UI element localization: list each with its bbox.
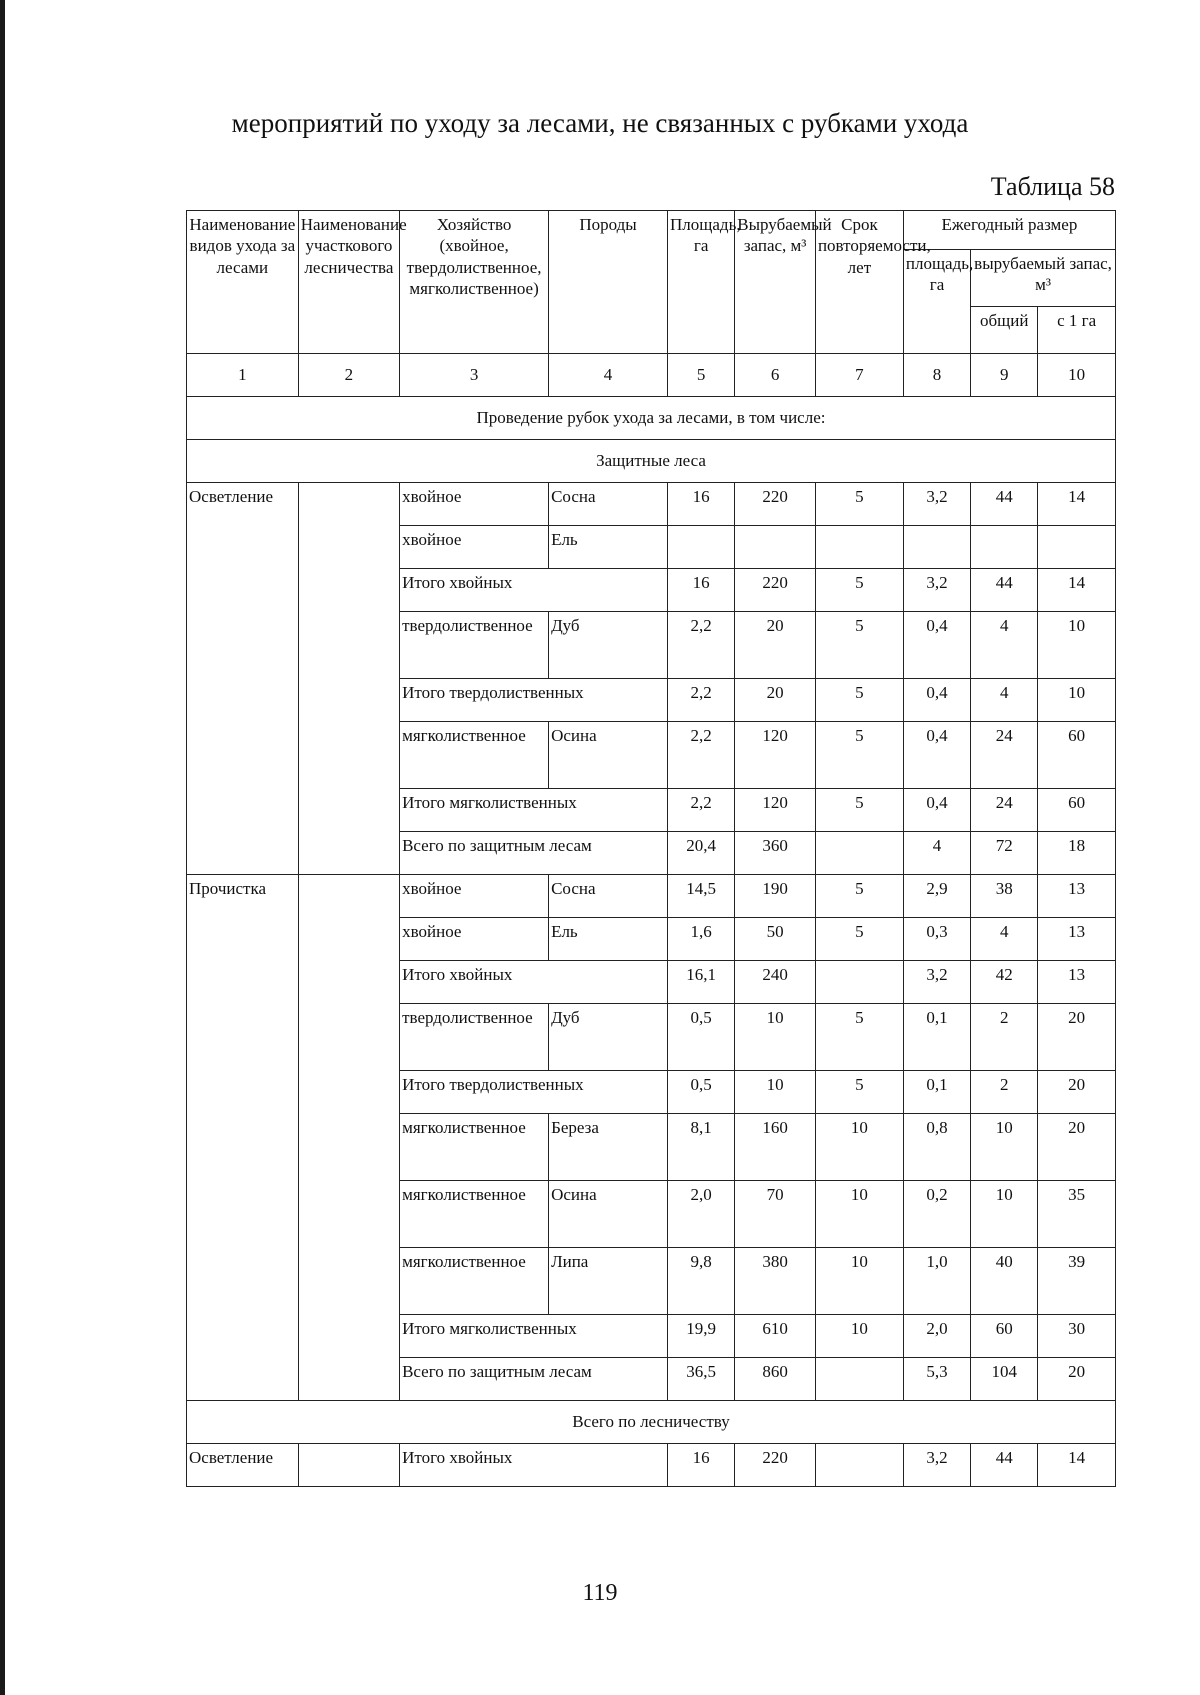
value-cell: 14: [1038, 483, 1116, 526]
value-cell: 35: [1038, 1181, 1116, 1248]
value-cell: 2: [971, 1071, 1038, 1114]
district-cell: [298, 1444, 399, 1487]
forestry-total-title: Всего по лесничеству: [187, 1401, 1116, 1444]
care-type-cell: Прочистка: [187, 875, 299, 1401]
header-col9: общий: [971, 307, 1038, 354]
column-number: 7: [815, 354, 903, 397]
farm-type-cell: хвойное: [400, 483, 549, 526]
header-col1: Наименование видов ухода за лесами: [187, 211, 299, 354]
value-cell: 10: [815, 1181, 903, 1248]
value-cell: 5: [815, 918, 903, 961]
value-cell: 16: [668, 569, 735, 612]
value-cell: 60: [971, 1315, 1038, 1358]
value-cell: 5: [815, 789, 903, 832]
subtotal-label: Итого мягколиственных: [400, 789, 668, 832]
value-cell: 24: [971, 789, 1038, 832]
farm-type-cell: мягколиственное: [400, 722, 549, 789]
value-cell: 20: [1038, 1358, 1116, 1401]
value-cell: 0,3: [903, 918, 970, 961]
value-cell: 5: [815, 1004, 903, 1071]
value-cell: 240: [735, 961, 816, 1004]
value-cell: 9,8: [668, 1248, 735, 1315]
value-cell: 2,0: [668, 1181, 735, 1248]
species-cell: Ель: [549, 526, 668, 569]
farm-type-cell: твердолиственное: [400, 612, 549, 679]
column-number: 3: [400, 354, 549, 397]
value-cell: 2: [971, 1004, 1038, 1071]
value-cell: 10: [971, 1181, 1038, 1248]
value-cell: 3,2: [903, 961, 970, 1004]
value-cell: 0,4: [903, 722, 970, 789]
value-cell: 2,2: [668, 789, 735, 832]
value-cell: [971, 526, 1038, 569]
subtotal-label: Итого хвойных: [400, 569, 668, 612]
species-cell: Сосна: [549, 483, 668, 526]
value-cell: 5: [815, 679, 903, 722]
value-cell: 10: [815, 1114, 903, 1181]
column-number: 2: [298, 354, 399, 397]
value-cell: 19,9: [668, 1315, 735, 1358]
table-row: [187, 875, 1116, 918]
header-col7: Срок повторяемости, лет: [815, 211, 903, 354]
farm-type-cell: мягколиственное: [400, 1114, 549, 1181]
value-cell: 50: [735, 918, 816, 961]
header-col3: Хозяйство (хвойное, твердолиственное, мягколиственное): [400, 211, 549, 354]
value-cell: 220: [735, 483, 816, 526]
value-cell: 120: [735, 789, 816, 832]
species-cell: Дуб: [549, 1004, 668, 1071]
value-cell: 14: [1038, 569, 1116, 612]
species-cell: Береза: [549, 1114, 668, 1181]
value-cell: 13: [1038, 961, 1116, 1004]
value-cell: 380: [735, 1248, 816, 1315]
value-cell: 220: [735, 569, 816, 612]
subtotal-label: Всего по защитным лесам: [400, 1358, 668, 1401]
value-cell: 5: [815, 612, 903, 679]
value-cell: 190: [735, 875, 816, 918]
species-cell: Липа: [549, 1248, 668, 1315]
value-cell: 16,1: [668, 961, 735, 1004]
value-cell: 0,5: [668, 1071, 735, 1114]
value-cell: 60: [1038, 722, 1116, 789]
value-cell: 13: [1038, 875, 1116, 918]
care-type-cell: Осветление: [187, 1444, 299, 1487]
farm-type-cell: твердолиственное: [400, 1004, 549, 1071]
value-cell: 44: [971, 1444, 1038, 1487]
value-cell: 24: [971, 722, 1038, 789]
column-number: 4: [549, 354, 668, 397]
species-cell: Сосна: [549, 875, 668, 918]
value-cell: 5: [815, 875, 903, 918]
value-cell: 360: [735, 832, 816, 875]
farm-type-cell: мягколиственное: [400, 1248, 549, 1315]
value-cell: [903, 526, 970, 569]
forest-care-table: [186, 210, 1116, 1487]
value-cell: 10: [735, 1004, 816, 1071]
farm-type-cell: хвойное: [400, 526, 549, 569]
value-cell: 39: [1038, 1248, 1116, 1315]
value-cell: 220: [735, 1444, 816, 1487]
value-cell: [1038, 526, 1116, 569]
value-cell: 60: [1038, 789, 1116, 832]
header-annual: Ежегодный размер: [903, 211, 1115, 250]
column-numbers-row: [187, 354, 1116, 397]
value-cell: 10: [815, 1248, 903, 1315]
subtotal-label: Итого твердолиственных: [400, 679, 668, 722]
value-cell: 0,2: [903, 1181, 970, 1248]
value-cell: 3,2: [903, 569, 970, 612]
value-cell: 0,5: [668, 1004, 735, 1071]
value-cell: 36,5: [668, 1358, 735, 1401]
value-cell: 70: [735, 1181, 816, 1248]
subtotal-label: Итого твердолиственных: [400, 1071, 668, 1114]
district-cell: [298, 483, 399, 875]
value-cell: 2,2: [668, 722, 735, 789]
species-cell: Осина: [549, 722, 668, 789]
value-cell: 44: [971, 483, 1038, 526]
header-volume: вырубаемый запас, м³: [971, 250, 1116, 307]
value-cell: 10: [815, 1315, 903, 1358]
value-cell: 14: [1038, 1444, 1116, 1487]
column-number: 6: [735, 354, 816, 397]
column-number: 1: [187, 354, 299, 397]
value-cell: 13: [1038, 918, 1116, 961]
value-cell: 2,0: [903, 1315, 970, 1358]
farm-type-cell: хвойное: [400, 918, 549, 961]
subtotal-label: Итого мягколиственных: [400, 1315, 668, 1358]
value-cell: 20: [1038, 1071, 1116, 1114]
subsection-title: Защитные леса: [187, 440, 1116, 483]
header-col8: площадь, га: [903, 250, 970, 354]
care-type-cell: Осветление: [187, 483, 299, 875]
farm-type-cell: хвойное: [400, 875, 549, 918]
value-cell: 30: [1038, 1315, 1116, 1358]
value-cell: 8,1: [668, 1114, 735, 1181]
value-cell: 20: [735, 612, 816, 679]
section-title: Проведение рубок ухода за лесами, в том числе:: [187, 397, 1116, 440]
value-cell: 2,2: [668, 679, 735, 722]
page-title: мероприятий по уходу за лесами, не связанных с рубками ухода: [231, 108, 969, 138]
column-number: 9: [971, 354, 1038, 397]
value-cell: 104: [971, 1358, 1038, 1401]
subtotal-label: Всего по защитным лесам: [400, 832, 668, 875]
page-number: 119: [582, 1580, 618, 1606]
value-cell: 14,5: [668, 875, 735, 918]
value-cell: 38: [971, 875, 1038, 918]
value-cell: 16: [668, 483, 735, 526]
value-cell: 10: [971, 1114, 1038, 1181]
value-cell: 0,4: [903, 612, 970, 679]
value-cell: 72: [971, 832, 1038, 875]
value-cell: 610: [735, 1315, 816, 1358]
value-cell: 18: [1038, 832, 1116, 875]
value-cell: [815, 1358, 903, 1401]
value-cell: 5: [815, 569, 903, 612]
value-cell: 860: [735, 1358, 816, 1401]
header-col5: Площадь, га: [668, 211, 735, 354]
value-cell: 120: [735, 722, 816, 789]
value-cell: 2,2: [668, 612, 735, 679]
value-cell: 5: [815, 1071, 903, 1114]
subtotal-label: Итого хвойных: [400, 1444, 668, 1487]
species-cell: Дуб: [549, 612, 668, 679]
value-cell: 42: [971, 961, 1038, 1004]
value-cell: 4: [971, 679, 1038, 722]
value-cell: [668, 526, 735, 569]
column-number: 10: [1038, 354, 1116, 397]
column-number: 5: [668, 354, 735, 397]
header-col10: с 1 га: [1038, 307, 1116, 354]
value-cell: 0,4: [903, 679, 970, 722]
header-col6: Вырубаемый запас, м³: [735, 211, 816, 354]
value-cell: 44: [971, 569, 1038, 612]
value-cell: 20,4: [668, 832, 735, 875]
scan-edge: [0, 0, 5, 1695]
value-cell: 0,1: [903, 1004, 970, 1071]
value-cell: 1,6: [668, 918, 735, 961]
subtotal-label: Итого хвойных: [400, 961, 668, 1004]
value-cell: [815, 1444, 903, 1487]
value-cell: 5: [815, 483, 903, 526]
value-cell: 40: [971, 1248, 1038, 1315]
value-cell: 10: [1038, 679, 1116, 722]
value-cell: 3,2: [903, 483, 970, 526]
value-cell: 10: [735, 1071, 816, 1114]
value-cell: 16: [668, 1444, 735, 1487]
species-cell: Ель: [549, 918, 668, 961]
district-cell: [298, 875, 399, 1401]
value-cell: 4: [903, 832, 970, 875]
table-label: Таблица 58: [990, 172, 1115, 201]
value-cell: 1,0: [903, 1248, 970, 1315]
value-cell: 3,2: [903, 1444, 970, 1487]
value-cell: 0,1: [903, 1071, 970, 1114]
header-col2: Наименование участкового лесничества: [298, 211, 399, 354]
farm-type-cell: мягколиственное: [400, 1181, 549, 1248]
value-cell: [815, 832, 903, 875]
value-cell: 20: [1038, 1114, 1116, 1181]
value-cell: 4: [971, 612, 1038, 679]
value-cell: [815, 526, 903, 569]
value-cell: 160: [735, 1114, 816, 1181]
value-cell: 0,4: [903, 789, 970, 832]
header-col4: Породы: [549, 211, 668, 354]
value-cell: 0,8: [903, 1114, 970, 1181]
value-cell: 5,3: [903, 1358, 970, 1401]
value-cell: 20: [735, 679, 816, 722]
value-cell: [815, 961, 903, 1004]
value-cell: 10: [1038, 612, 1116, 679]
table-row: [187, 1444, 1116, 1487]
value-cell: 4: [971, 918, 1038, 961]
species-cell: Осина: [549, 1181, 668, 1248]
value-cell: 2,9: [903, 875, 970, 918]
table-row: [187, 483, 1116, 526]
value-cell: [735, 526, 816, 569]
value-cell: 5: [815, 722, 903, 789]
value-cell: 20: [1038, 1004, 1116, 1071]
column-number: 8: [903, 354, 970, 397]
